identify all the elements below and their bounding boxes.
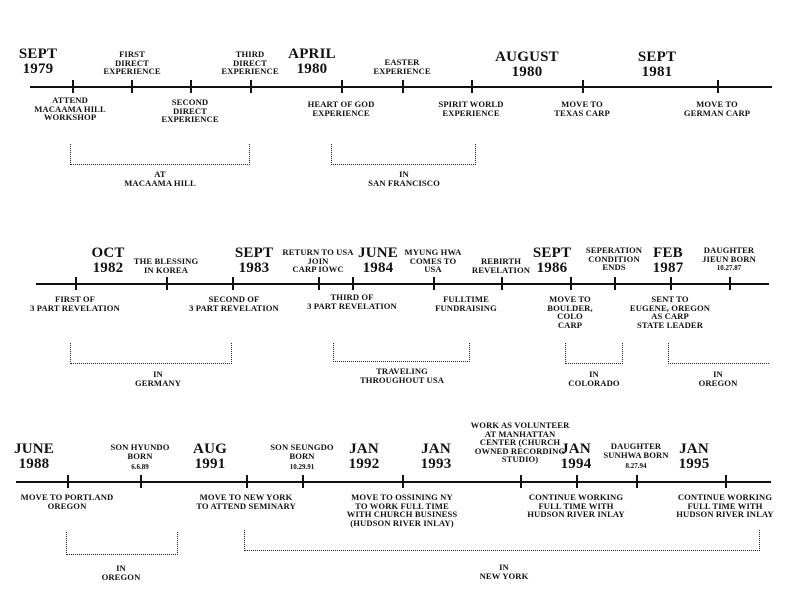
timeline-1-tick xyxy=(250,80,252,93)
event-sunhwa-born-date: 8.27.94 xyxy=(625,462,647,470)
event-seungdo-born: SON SEUNGDO BORN xyxy=(270,442,334,461)
event-continue-working-1: CONTINUE WORKING FULL TIME WITH HUDSON RIVER INLAY xyxy=(527,492,625,520)
timeline-1-tick xyxy=(402,80,404,93)
event-move-new-york: MOVE TO NEW YORK TO ATTEND SEMINARY xyxy=(196,492,296,511)
timeline-2-tick xyxy=(729,277,731,290)
event-blessing-korea: THE BLESSING IN KOREA xyxy=(133,256,199,275)
period-label-colorado: IN COLORADO xyxy=(568,369,620,388)
timeline-3-tick xyxy=(402,475,404,488)
event-move-boulder: MOVE TO BOULDER, COLO CARP xyxy=(547,294,593,330)
period-label-oregon-2: IN OREGON xyxy=(101,563,141,582)
date-sept-1981: SEPT 1981 xyxy=(637,49,677,80)
timeline-3-tick xyxy=(140,475,142,488)
event-first-of-3-part: FIRST OF 3 PART REVELATION xyxy=(30,294,120,313)
date-april-1980: APRIL 1980 xyxy=(288,46,336,77)
timeline-2-tick xyxy=(670,277,672,290)
timeline-3-tick xyxy=(725,475,727,488)
date-oct-1982: OCT 1982 xyxy=(91,245,125,276)
event-move-ossining: MOVE TO OSSINING NY TO WORK FULL TIME WITH CHURCH BUSINESS (HUDSON RIVER INLAY) xyxy=(346,492,458,528)
timeline-2-tick xyxy=(614,277,616,290)
timeline-1-axis xyxy=(30,86,772,88)
timeline-3-tick xyxy=(636,475,638,488)
event-manhattan-volunteer: WORK AS VOLUNTEER AT MANHATTAN CENTER (CHURCH OWNED RECORDING STUDIO) xyxy=(470,420,570,465)
period-bracket-oregon-1 xyxy=(668,343,769,364)
timeline-2-tick xyxy=(433,277,435,290)
timeline-2-tick xyxy=(232,277,234,290)
timeline-2-tick xyxy=(501,277,503,290)
period-bracket-san-francisco xyxy=(331,144,476,165)
period-bracket-traveling-usa xyxy=(333,343,470,362)
timeline-1-tick xyxy=(190,80,192,93)
period-label-germany: IN GERMANY xyxy=(134,369,182,388)
date-sept-1983: SEPT 1983 xyxy=(234,245,274,276)
date-jan-1995: JAN 1995 xyxy=(678,441,710,472)
event-move-portland: MOVE TO PORTLAND OREGON xyxy=(20,492,114,511)
event-jieun-born-date: 10.27.87 xyxy=(716,264,742,272)
period-label-new-york: IN NEW YORK xyxy=(479,562,529,581)
event-heart-of-god: HEART OF GOD EXPERIENCE xyxy=(307,99,375,118)
timeline-3-tick xyxy=(302,475,304,488)
event-myung-hwa: MYUNG HWA COMES TO USA xyxy=(404,247,462,275)
period-label-san-francisco: IN SAN FRANCISCO xyxy=(368,169,440,188)
event-rebirth-revelation: REBIRTH REVELATION xyxy=(471,256,531,275)
timeline-1-tick xyxy=(72,80,74,93)
timeline-2-tick xyxy=(318,277,320,290)
timeline-1-tick xyxy=(131,80,133,93)
event-attend-workshop: ATTEND MACAAMA HILL WORKSHOP xyxy=(34,95,106,123)
timeline-3-tick xyxy=(520,475,522,488)
timeline-1-tick xyxy=(471,80,473,93)
period-label-traveling-usa: TRAVELING THROUGHOUT USA xyxy=(359,366,445,385)
event-hyundo-born-date: 6.6.89 xyxy=(131,463,149,471)
timeline-3-axis xyxy=(16,481,771,483)
event-sunhwa-born: DAUGHTER SUNHWA BORN xyxy=(603,441,669,460)
date-feb-1987: FEB 1987 xyxy=(652,245,684,276)
event-hyundo-born: SON HYUNDO BORN xyxy=(110,442,170,461)
period-bracket-macaama-hill xyxy=(70,144,250,165)
event-first-direct-experience: FIRST DIRECT EXPERIENCE xyxy=(103,49,161,77)
date-jan-1993: JAN 1993 xyxy=(420,441,452,472)
event-separation-condition: SEPERATION CONDITION ENDS xyxy=(585,245,643,273)
event-seungdo-born-date: 10.29.91 xyxy=(289,463,315,471)
event-second-direct-experience: SECOND DIRECT EXPERIENCE xyxy=(161,97,219,125)
event-easter-experience: EASTER EXPERIENCE xyxy=(373,57,431,76)
timeline-2-tick xyxy=(570,277,572,290)
date-june-1988: JUNE 1988 xyxy=(14,441,54,472)
date-sept-1986: SEPT 1986 xyxy=(532,245,572,276)
event-fulltime-fundraising: FULLTIME FUNDRAISING xyxy=(435,294,497,313)
period-bracket-colorado xyxy=(565,343,623,364)
event-spirit-world: SPIRIT WORLD EXPERIENCE xyxy=(438,99,504,118)
timeline-2-tick xyxy=(75,277,77,290)
period-bracket-germany xyxy=(70,343,232,364)
period-label-oregon-1: IN OREGON xyxy=(698,369,738,388)
date-aug-1991: AUG 1991 xyxy=(193,441,227,472)
timeline-2-axis xyxy=(36,283,769,285)
event-jieun-born: DAUGHTER JIEUN BORN xyxy=(702,245,756,264)
event-return-usa: RETURN TO USA JOIN CARP IOWC xyxy=(282,247,354,275)
event-move-german-carp: MOVE TO GERMAN CARP xyxy=(683,99,751,118)
date-august-1980: AUGUST 1980 xyxy=(495,49,559,80)
timeline-2-tick xyxy=(166,277,168,290)
date-june-1984: JUNE 1984 xyxy=(358,245,398,276)
period-label-macaama-hill: AT MACAAMA HILL xyxy=(124,169,196,188)
period-bracket-new-york xyxy=(244,530,760,551)
timeline-3-tick xyxy=(576,475,578,488)
timeline-2-tick xyxy=(352,277,354,290)
timeline-1-tick xyxy=(717,80,719,93)
event-move-texas-carp: MOVE TO TEXAS CARP xyxy=(554,99,610,118)
event-second-of-3-part: SECOND OF 3 PART REVELATION xyxy=(189,294,279,313)
timeline-1-tick xyxy=(341,80,343,93)
period-bracket-oregon-2 xyxy=(66,532,178,555)
date-jan-1992: JAN 1992 xyxy=(348,441,380,472)
event-sent-eugene: SENT TO EUGENE, OREGON AS CARP STATE LEADER xyxy=(629,294,711,330)
timeline-1-tick xyxy=(582,80,584,93)
event-third-of-3-part: THIRD OF 3 PART REVELATION xyxy=(307,292,397,311)
timeline-3-tick xyxy=(246,475,248,488)
date-jan-1994: JAN 1994 xyxy=(560,441,592,472)
event-third-direct-experience: THIRD DIRECT EXPERIENCE xyxy=(221,49,279,77)
date-sept-1979: SEPT 1979 xyxy=(18,46,58,77)
event-continue-working-2: CONTINUE WORKING FULL TIME WITH HUDSON RIVER INLAY xyxy=(676,492,774,520)
timeline-3-tick xyxy=(67,475,69,488)
